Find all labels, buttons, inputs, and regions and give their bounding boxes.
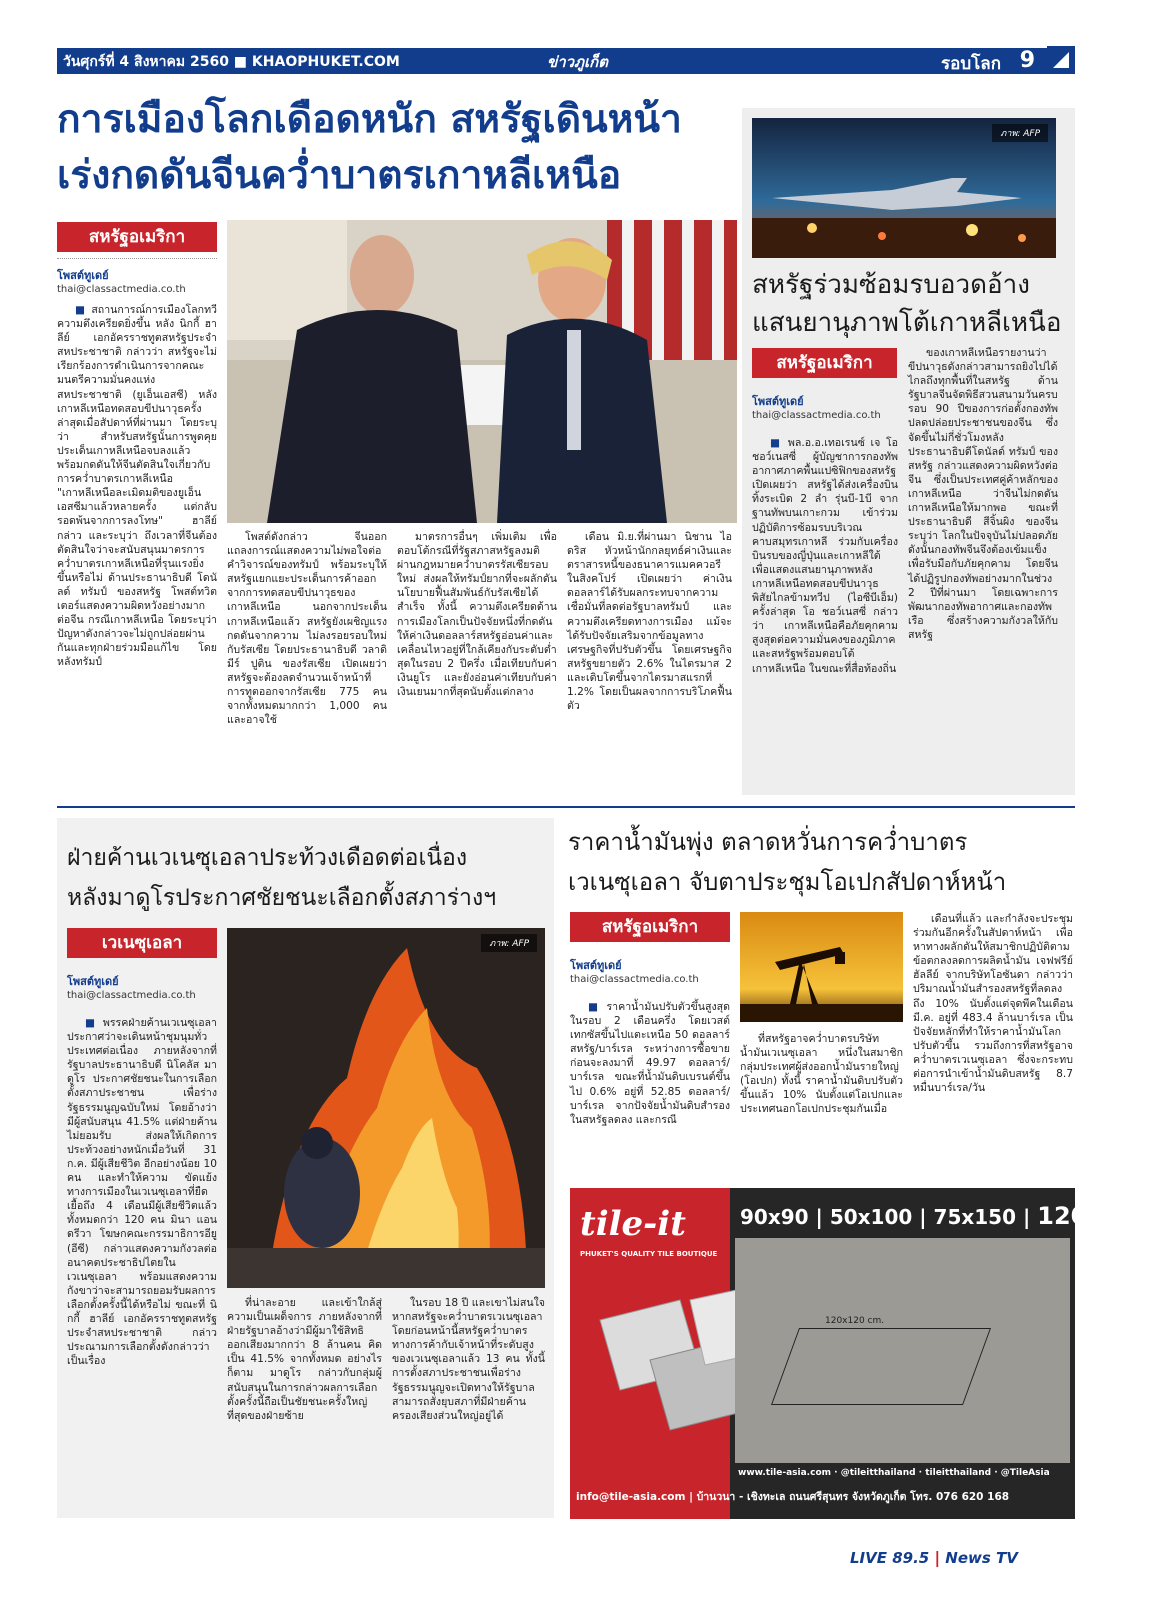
ad-floor-outline [771,1328,991,1405]
article1-byline: โพสต์ทูเดย์ thai@classactmedia.co.th [57,266,217,295]
ad-sizes: 90x90 | 50x100 | 75x150 | 120x120 [740,1202,1153,1230]
article1-col1: ■ สถานการณ์การเมืองโลกทวีความตึงเครียดยิ่งขึ้น หลัง นิกกี้ ฮาลีย์ เอกอัครราชทูตสหรัฐประจำสหประชาชาติ กล่าวว่า สหรัฐจะไม่เรียกร้องการดำเนินการจากคณะมนตรีความมั่นคงแห่งสหประชาชาติ (ยูเอ็นเอสซี) หลังเกาหลีเหนือทดสอบขีปนาวุธครั้งล่าสุดเมื่อสัปดาห์ที่ผ่านมา โดยระบุว่า สำหรับสหรัฐนั้นการพูดคุยประเด็นเกาหลีเหนือจบลงแล้ว พร้อมกดดันให้จีนตัดสินใจเกี่ยวกับการคว่ำบาตรเกาหลีเหนือ "เกาหลีเหนือละเมิดมติของยูเอ็นเอสซีมาแล้วหลายครั้ง แต่กลับรอดพ้นจากการลงโทษ" ฮาลีย์ กล่าว และระบุว่า ถึงเวลาที่จีนต้องตัดสินใจว่าจะสนับสนุนมาตรการคว่ำบาตรเกาหลีเหนือที่รุนแรงยิ่งขึ้นหรือไม่ ด้านประธานาธิบดี โดนัลด์ ทรัมป์ ของสหรัฐ โพสต์ทวิตเตอร์แสดงความผิดหวังอย่างมากต่อจีน กรณีเกาหลีเหนือ โดยระบุว่า ปัญหาดังกล่าวจะไม่ถูกปล่อยผ่านกันและทุกฝ่ายร่วมมือแก้ไข โดยหลังทรัมป์ [57,304,217,669]
article4-tag: สหรัฐอเมริกา [570,912,730,942]
article1-headline [57,92,737,204]
header-date: วันศุกร์ที่ 4 สิงหาคม 2560 ■ KHAOPHUKET.COM [63,54,400,70]
article3-byline: โพสต์ทูเดย์ thai@classactmedia.co.th [67,972,217,1001]
article3-email: thai@classactmedia.co.th [67,990,196,1001]
footer-logo-newstv: News TV [945,1549,1018,1567]
article1-headline-line2: เร่งกดดันจีนคว่ำบาตรเกาหลีเหนือ [57,153,622,198]
section-divider [57,806,1075,808]
article2-tag: สหรัฐอเมริกา [752,348,897,378]
article3-headline-line1: ฝ่ายค้านเวเนซุเอลาประท้วงเดือดต่อเนื่อง [67,845,468,871]
article4-headline-line1: ราคาน้ำมันพุ่ง ตลาดหวั่นการคว่ำบาตร [568,828,968,856]
article1-col2: โพสต์ดังกล่าว จีนออกแถลงการณ์แสดงความไม่พอใจต่อ คำวิจารณ์ของทรัมป์ พร้อมระบุให้ สหรัฐแยกแยะประเด็นการค้าออกจากการทดสอบขีปนาวุธของเกาหลีเหนือ นอกจากประเด็นเกาหลีเหนือแล้ว สหรัฐยังเผชิญแรงกดดันจากความ ไม่ลงรอยรอบใหม่กับรัสเซีย โดยประธานาธิบดี วลาดิมีร์ ปูติน ของรัสเซีย เปิดเผยว่า สหรัฐจะต้องลดจำนวนเจ้าหน้าที่การทูตออกจากรัสเซีย 775 คน จากทั้งหมดมากกว่า 1,000 คน และอาจใช้ [227,531,387,727]
article3-col2: ที่น่าละอาย และเข้าใกล้สู่ความเป็นเผด็จการ ภายหลังจากที่ฝ่ายรัฐบาลอ้างว่ามีผู้มาใช้สิทธิออกเสียงมากกว่า 8 ล้านคน คิดเป็น 41.5% จากทั้งหมด อย่างไรก็ตาม มาดูโร กล่าวกับกลุ่มผู้สนับสนุนในการกล่าวผลการเลือกตั้งครั้งนี้ถือเป็นชัยชนะครั้งใหญ่ที่สุดของฝ่ายซ้าย [227,1297,382,1422]
article4-byline: โพสต์ทูเดย์ thai@classactmedia.co.th [570,956,730,985]
article4-headline-line2: เวเนซุเอลา จับตาประชุมโอเปกสัปดาห์หน้า [568,868,1007,896]
article3-tag: เวเนซุเอลา [67,928,217,958]
article1-photo [227,220,737,523]
ad-tagline: PHUKET'S QUALITY TILE BOUTIQUE [580,1250,718,1258]
article3-photo-credit: ภาพ: AFP [481,934,537,952]
article1-col3: มาตรการอื่นๆ เพิ่มเติม เพื่อตอบโต้กรณีที่รัฐสภาสหรัฐลงมติผ่านกฎหมายคว่ำบาตรรัสเซียรอบใหม่ ส่งผลให้ทรัมป์ยากที่จะผลักดันนโยบายฟื้นสัมพันธ์กับรัสเซียได้สำเร็จ ทั้งนี้ ความตึงเครียดด้านการเมืองโลกเป็นปัจจัยหนึ่งที่กดดันให้ค่าเงินดอลลาร์สหรัฐอ่อนค่าและเคลื่อนไหวอยู่ที่ใกล้เคียงกับระดับต่ำสุดในรอบ 2 ปีครึ่ง เมื่อเทียบกับค่าเงินยูโร และยังอ่อนค่าเทียบกับค่าเงินเยนมากที่สุดนับตั้งแต่กลาง [397,531,557,699]
ad-address: บ้านวนา - เชิงทะเล ถนนศรีสุนทร จังหวัดภูเก็ต โทร. 076 620 168 [696,1491,1010,1503]
ad-brand: tile-it [580,1204,686,1244]
article2-col2: ของเกาหลีเหนือรายงานว่า ขีปนาวุธดังกล่าวสามารถยิงไปได้ไกลถึงทุกพื้นที่ในสหรัฐ ด้านรัฐบาลจีนจัดพิธีสวนสนามวันครบรอบ 90 ปีของการก่อตั้งกองทัพปลดปล่อยประชาชนของจีน ซึ่งจัดขึ้นไม่กี่ชั่วโมงหลังประธานาธิบดีโดนัลด์ ทรัมป์ ของสหรัฐ กล่าวแสดงความผิดหวังต่อจีน ซึ่งเป็นประเทศคู่ค้าหลักของเกาหลีเหนือ ว่าจีนไม่กดดันเกาหลีเหนือให้มากพอ ขณะที่ประธานาธิบดี สีจิ้นผิง ของจีน ระบุว่า โลกในปัจจุบันไม่ปลอดภัย ดังนั้นกองทัพจีนจึงต้องเข้มแข็งเพื่อรับมือกับภัยคุกคาม โดยจีนได้ปฏิรูปกองทัพอย่างมากในช่วง 2 ปีที่ผ่านมา โดยเฉพาะการพัฒนากองทัพอากาศและกองทัพเรือ ซึ่งสร้างความกังวลให้กับสหรัฐ [908,347,1058,641]
newspaper-logo: ข่าวภูเก็ต [547,53,608,71]
article1-email: thai@classactmedia.co.th [57,284,186,295]
article2-headline [752,266,1070,342]
ad-floor-image [735,1238,1070,1463]
ad-social[interactable]: www.tile-asia.com · @tileitthailand · tileitthailand · @TileAsia [738,1468,1050,1478]
article2-col1: ■ พล.อ.อ.เทอเรนซ์ เจ โอ ชอว์เนสซี่ ผู้บัญชาการกองทัพอากาศภาคพื้นแปซิฟิกของสหรัฐ เปิดเผยว่า สหรัฐได้ส่งเครื่องบินทิ้งระเบิด 2 ลำ รุ่นบี-1บี จากฐานทัพบนเกาะกวม เข้าร่วมปฏิบัติการซ้อมรบบริเวณคาบสมุทรเกาหลี ร่วมกับเครื่องบินรบของญี่ปุ่นและเกาหลีใต้ เพื่อแสดงแสนยานุภาพหลังเกาหลีเหนือทดสอบขีปนาวุธพิสัยไกลข้ามทวีป (ไอซีบีเอ็ม) ครั้งล่าสุด โอ ชอว์เนสซี่ กล่าวว่า เกาหลีเหนือคือภัยคุกคามสูงสุดต่อความมั่นคงของภูมิภาค และสหรัฐพร้อมตอบโต้เกาหลีเหนือ ในขณะที่สื่อท้องถิ่น [752,437,899,675]
ad-size-2: 50x100 [829,1205,913,1229]
article3-photo [227,928,545,1288]
article2-email: thai@classactmedia.co.th [752,410,881,421]
ad-web-link[interactable]: www.tile-asia.com [738,1468,832,1478]
article2-byline: โพสต์ทูเดย์ thai@classactmedia.co.th [752,392,897,421]
article3-headline [67,838,552,918]
article1-byline-rule [57,258,217,259]
article1-col4: เดือน มิ.ย.ที่ผ่านมา นิชาน ไอดริส หัวหน้านักกลยุทธ์ค่าเงินและตราสารหนี้ของธนาคารแมคควอรีในสิงคโปร์ เปิดเผยว่า ค่าเงินดอลลาร์ได้รับผลกระทบจากความเชื่อมั่นที่ลดต่อรัฐบาลทรัมป์ และความตึงเครียดทางการเมือง แม้จะได้รับปัจจัยเสริมจากข้อมูลทางเศรษฐกิจที่ปรับตัวขึ้น โดยเศรษฐกิจสหรัฐขยายตัว 2.6% ในไตรมาส 2 และเติบโตขึ้นจากไตรมาสแรกที่ 1.2% โดยเป็นผลจากการบริโภคฟื้นตัว [567,531,732,713]
ad-size-1: 90x90 [740,1205,809,1229]
ad-email-link[interactable]: info@tile-asia.com [576,1491,686,1503]
article3-col1: ■ พรรคฝ่ายค้านเวเนซุเอลาประกาศว่าจะเดินหน้าชุมนุมทั่วประเทศต่อเนื่อง ภายหลังจากที่รัฐบาลประธานาธิบดี นิโคลัส มาดูโร ประกาศชัยชนะในการเลือกตั้งสภาประชาชน เพื่อร่างรัฐธรรมนูญฉบับใหม่ โดยอ้างว่ามีผู้สนับสนุน 41.5% แต่ฝ่ายค้านไม่ยอมรับ ส่งผลให้เกิดการประท้วงอย่างหนักเมื่อวันที่ 31 ก.ค. มีผู้เสียชีวิต อีกอย่างน้อย 10 คน และทำให้ความ ขัดแย้งทางการเมืองในเวเนซุเอลาที่ยืดเยื้อถึง 4 เดือนมีผู้เสียชีวิตแล้วทั้งหมดกว่า 120 คน มินา แอนดรีวา โฆษกคณะกรรมาธิการอียู (อีซี) กล่าวแสดงความกังวลต่อ อนาคตประชาธิปไตยในเวเนซุเอลา พร้อมแสดงความกังขาว่าจะสามารถยอมรับผลการเลือกตั้งครั้งนี้ได้หรือไม่ ขณะที่ นิกกี้ ฮาลีย์ เอกอัครราชทูตสหรัฐประจำสหประชาชาติ กล่าวประณามการเลือกตั้งดังกล่าวว่าเป็นเรื่อง [67,1017,217,1368]
footer-logo-live: LIVE 89.5 [850,1549,930,1567]
article1-tag: สหรัฐอเมริกา [57,222,217,252]
section-name: รอบโลก [941,54,1001,74]
ad-fb-link[interactable]: @tileitthailand [840,1468,916,1478]
corner-arrow-icon [1047,46,1075,74]
article4-photo [740,912,903,1022]
article4-col3: เดือนที่แล้ว และกำลังจะประชุมร่วมกันอีกครั้งในสัปดาห์หน้า เพื่อหาทางผลักดันให้สมาชิกปฏิบัติตามข้อตกลงลดการผลิตน้ำมัน เจฟฟรีย์ ฮัลลีย์ จากบริษัทโอซันดา กล่าวว่า ปริมาณน้ำมันสำรองสหรัฐที่ลดลงถึง 10% นับตั้งแต่จุดพีคในเดือน มี.ค. อยู่ที่ 483.4 ล้านบาร์เรล เป็นปัจจัยหลักที่ทำให้ราคาน้ำมันโลกปรับตัวขึ้น รวมถึงการที่สหรัฐอาจคว่ำบาตรเวเนซุเอลา ซึ่งจะกระทบต่อการนำเข้าน้ำมันดิบสหรัฐ 8.7 หมื่นบาร์เรล/วัน [913,913,1073,1095]
article2-photo-credit: ภาพ: AFP [992,124,1048,142]
footer-logo-divider: | [934,1548,941,1567]
article3-col3: ในรอบ 18 ปี และเขาไม่สนใจหากสหรัฐจะคว่ำบาตรเวเนซุเอลา โดยก่อนหน้านี้สหรัฐคว่ำบาตรทางการค้ากับเจ้าหน้าที่ระดับสูงของเวเนซุเอลาแล้ว 13 คน ทั้งนี้ การตั้งสภาประชาชนเพื่อร่างรัฐธรรมนูญจะเปิดทางให้รัฐบาลสามารถสั่งยุบสภาที่มีฝ่ายค้านครองเสียงส่วนใหญ่อยู่ได้ [392,1297,545,1422]
page-number: 9 [1019,48,1035,73]
article2-photo [752,118,1056,258]
ad-dimension-label: 120x120 cm. [825,1316,885,1326]
footer-logos [850,1548,1075,1572]
article4-col1: ■ ราคาน้ำมันปรับตัวขึ้นสูงสุดในรอบ 2 เดือนครึ่ง โดยเวสต์เทกซัสขึ้นไปแตะเหนือ 50 ดอลลาร์สหรัฐ/บาร์เรล ระหว่างการซื้อขาย ก่อนจะลงมาที่ 49.97 ดอลลาร์/บาร์เรล ขณะที่น้ำมันดิบเบรนต์ขึ้นไป 0.6% อยู่ที่ 52.85 ดอลลาร์/บาร์เรล จากปัจจัยน้ำมันดิบสำรองในสหรัฐลดลง และกรณี [570,1001,731,1126]
article1-headline-line1: การเมืองโลกเดือดหนัก สหรัฐเดินหน้า [57,97,682,142]
article4-col2: ที่สหรัฐอาจคว่ำบาตรบริษัทน้ำมันเวเนซุเอลา หนึ่งในสมาชิกกลุ่มประเทศผู้ส่งออกน้ำมันรายใหญ่ (โอเปก) ทั้งนี้ ราคาน้ำมันดิบปรับตัวขึ้นแล้ว 10% นับตั้งแต่โอเปกและประเทศนอกโอเปกประชุมกันเมื่อ [740,1033,903,1116]
page-header [57,48,1075,74]
ad-size-4: 120x120 [1037,1202,1153,1230]
article3-headline-line2: หลังมาดูโรประกาศชัยชนะเลือกตั้งสภาร่างฯ [67,885,497,911]
ad-tw-link[interactable]: @TileAsia [1000,1468,1050,1478]
article4-email: thai@classactmedia.co.th [570,974,699,985]
article4-headline [568,822,1075,902]
article2-headline-line1: สหรัฐร่วมซ้อมรบอวดอ้าง [752,270,1030,300]
ad-ig-link[interactable]: tileitthailand [925,1468,992,1478]
article2-headline-line2: แสนยานุภาพโต้เกาหลีเหนือ [752,308,1062,338]
ad-size-3: 75x150 [933,1205,1017,1229]
ad-contact[interactable]: info@tile-asia.com | บ้านวนา - เชิงทะเล ถนนศรีสุนทร จังหวัดภูเก็ต โทร. 076 620 168 [576,1491,1010,1503]
tile-it-ad[interactable] [570,1188,1153,1519]
